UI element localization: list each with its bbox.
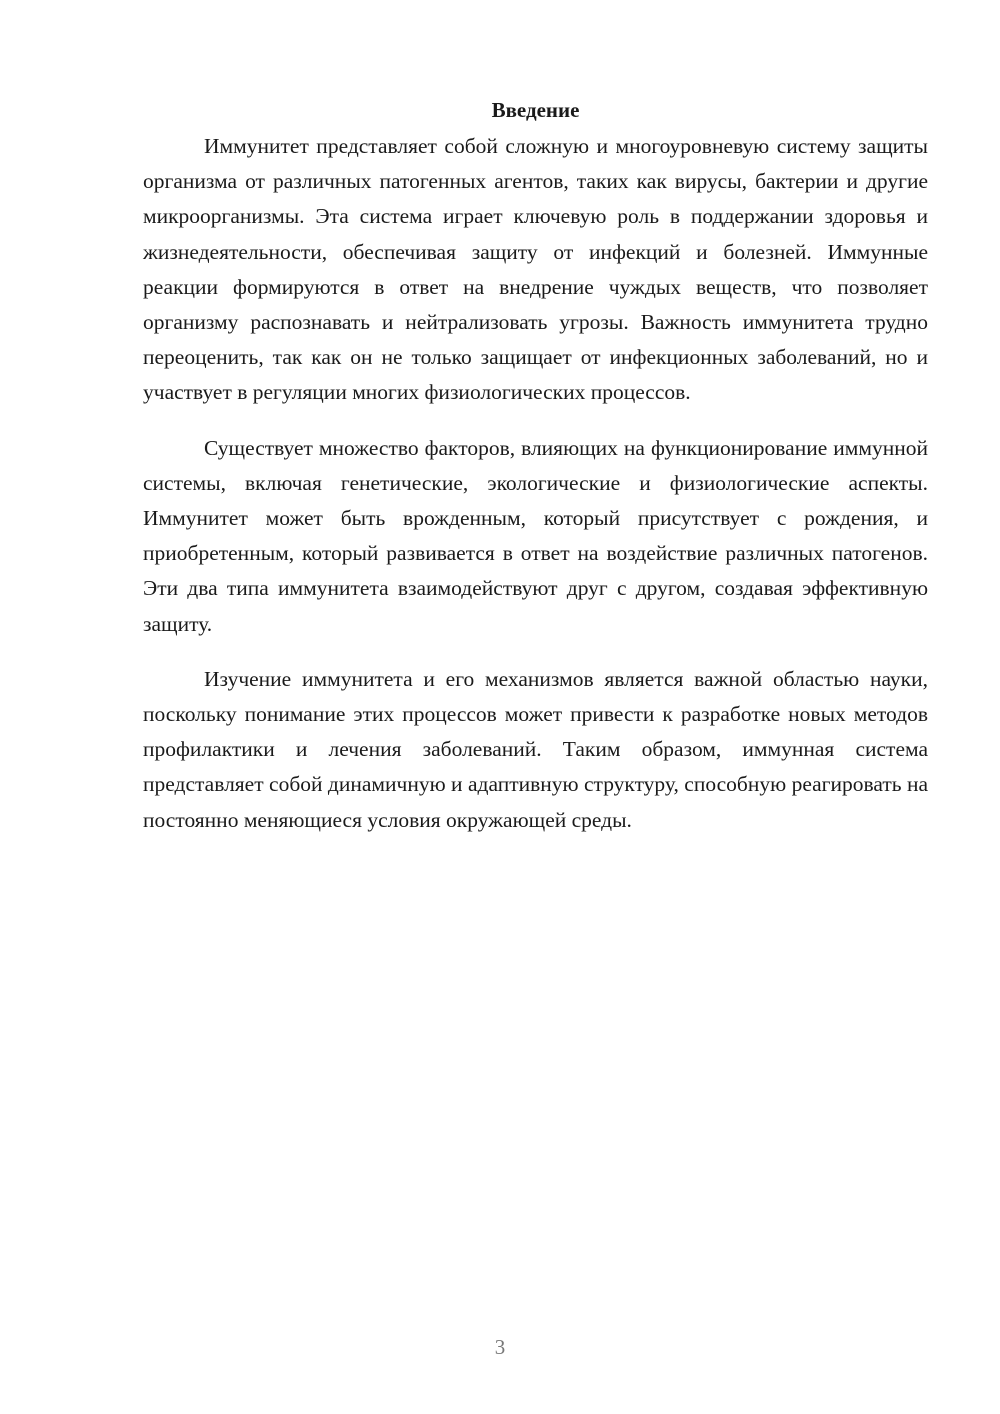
section-heading: Введение [491,98,580,122]
paragraph-3: Изучение иммунитета и его механизмов является важной областью науки, поскольку понимание этих процессов может привести к разработке новых методов профилактики и лечения заболеваний. Таким образом, иммунная система представляет собой динамичную и адаптивную структуру, способную реагировать на постоянно меняющиеся условия окружающей среды. [143,666,928,832]
page-number: 3 [494,1335,506,1359]
paragraph-2: Существует множество факторов, влияющих на функционирование иммунной системы, включая генетические, экологические и физиологические аспекты. Иммунитет может быть врожденным, который присутствует с рождения, и приобретенным, который развивается в ответ на воздействие различных патогенов. Эти два типа иммунитета взаимодействуют друг с другом, создавая эффективную защиту. [143,435,928,636]
paragraph-1: Иммунитет представляет собой сложную и многоуровневую систему защиты организма от различных патогенных агентов, таких как вирусы, бактерии и другие микроорганизмы. Эта система играет ключевую роль в поддержании здоровья и жизнедеятельности, обеспечивая защиту от инфекций и болезней. Иммунные реакции формируются в ответ на внедрение чуждых веществ, что позволяет организму распознавать и нейтрализовать угрозы. Важность иммунитета трудно переоценить, так как он не только защищает от инфекционных заболеваний, но и участвует в регуляции многих физиологических процессов. [143,134,928,405]
page-body [143,95,928,858]
